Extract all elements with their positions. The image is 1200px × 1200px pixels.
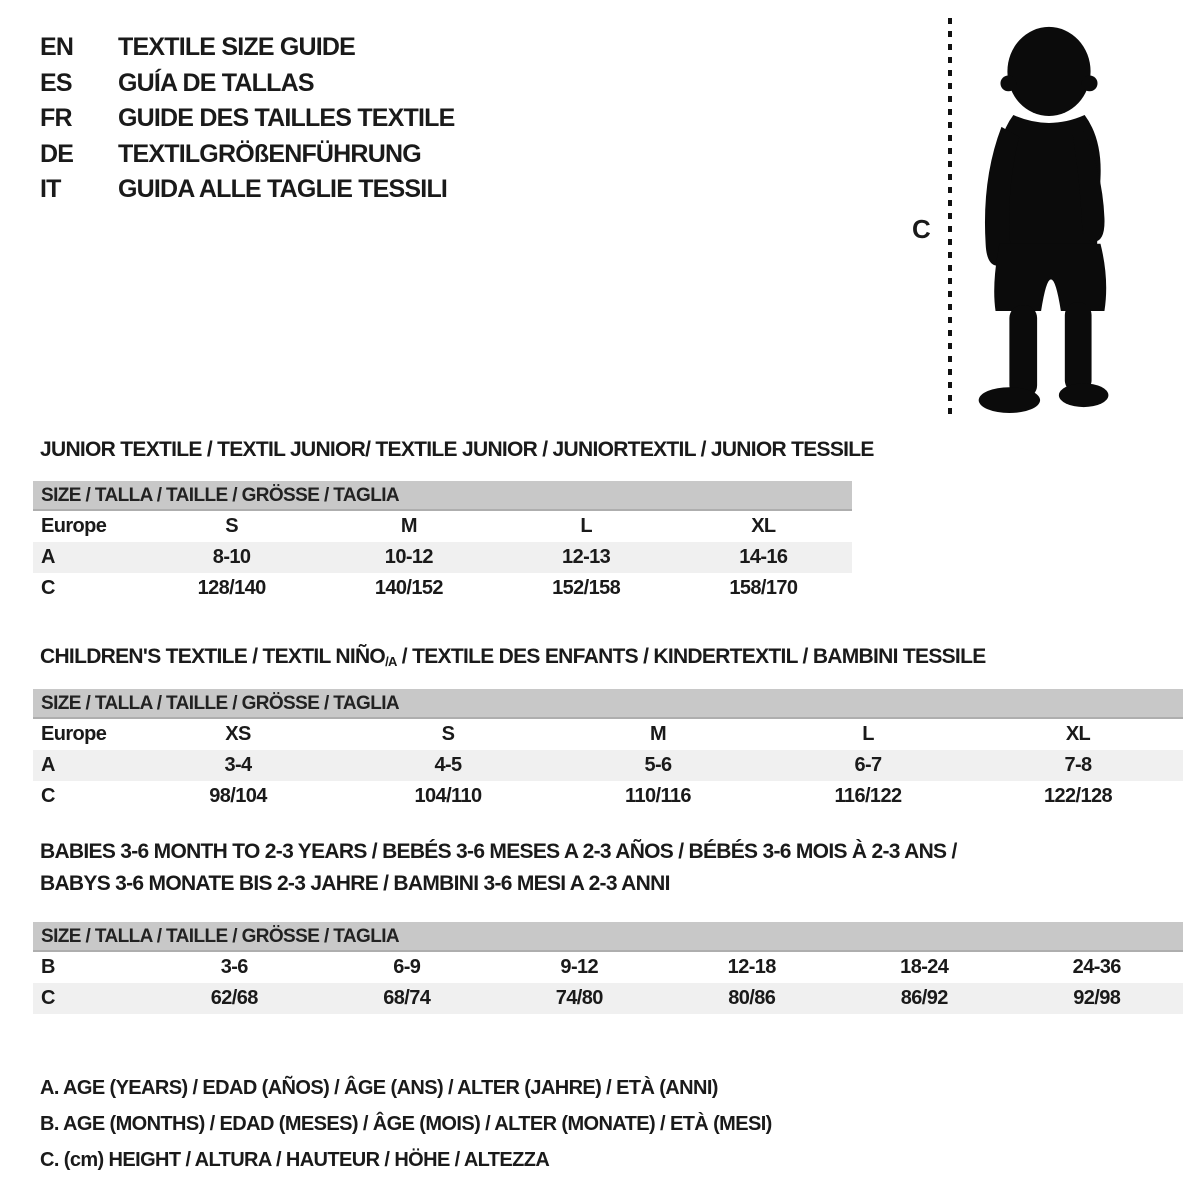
row-label: C: [41, 785, 55, 807]
language-row-en: [40, 30, 455, 66]
height-cell: 152/158: [552, 577, 621, 599]
months-cell: 3-6: [220, 956, 248, 978]
age-cell: 8-10: [212, 546, 251, 568]
height-cell: 86/92: [900, 987, 948, 1009]
height-cell: 104/110: [414, 785, 482, 807]
table-row-height: [33, 781, 1183, 812]
silhouette-shorts: [994, 244, 1106, 311]
table-row-age: [33, 750, 1183, 781]
height-cell: 116/122: [834, 785, 902, 807]
language-code: ES: [40, 68, 72, 97]
height-cell: 74/80: [555, 987, 603, 1009]
babies-section-title-line1: BABIES 3-6 MONTH TO 2-3 YEARS / BEBÉS 3-6 MESES A 2-3 AÑOS / BÉBÉS 3-6 MOIS À 2-3 ANS /: [40, 840, 957, 863]
children-title-text: CHILDREN'S TEXTILE / TEXTIL NIÑO: [40, 645, 386, 668]
height-cell: 158/170: [729, 577, 798, 599]
height-cell: 98/104: [209, 785, 267, 807]
height-cell: 122/128: [1043, 785, 1113, 807]
size-cell: XL: [1065, 723, 1091, 745]
size-cell: XS: [225, 723, 251, 745]
silhouette-leg-left: [1009, 305, 1037, 398]
guide-title-fr: GUIDE DES TAILLES TEXTILE: [118, 104, 455, 133]
age-cell: 7-8: [1064, 754, 1092, 776]
height-cell: 140/152: [374, 577, 443, 599]
table-row-europe: [33, 719, 1183, 750]
size-cell: M: [649, 723, 667, 745]
guide-title-it: GUIDA ALLE TAGLIE TESSILI: [118, 175, 448, 204]
row-label: C: [41, 577, 55, 599]
age-cell: 12-13: [562, 546, 611, 568]
guide-title-es: GUÍA DE TALLAS: [118, 68, 314, 97]
legend-age-years: A. AGE (YEARS) / EDAD (AÑOS) / ÂGE (ANS) / ALTER (JAHRE) / ETÀ (ANNI): [40, 1077, 718, 1099]
silhouette-foot-right: [1059, 383, 1109, 407]
row-label: Europe: [41, 515, 107, 537]
language-title-list: [40, 30, 455, 208]
height-cell: 128/140: [197, 577, 266, 599]
language-code: FR: [40, 104, 72, 133]
legend-age-months: B. AGE (MONTHS) / EDAD (MESES) / ÂGE (MOIS) / ALTER (MONATE) / ETÀ (MESI): [40, 1113, 772, 1135]
height-cell: 110/116: [625, 785, 691, 807]
height-cell: 68/74: [383, 987, 431, 1009]
language-row-es: [40, 66, 455, 102]
age-cell: 14-16: [739, 546, 788, 568]
silhouette-leg-right: [1065, 302, 1092, 393]
age-cell: 4-5: [434, 754, 462, 776]
months-cell: 24-36: [1072, 956, 1121, 978]
size-table-babies: [33, 922, 1183, 1014]
babies-section-title-line2: BABYS 3-6 MONATE BIS 2-3 JAHRE / BAMBINI 3-6 MESI A 2-3 ANNI: [40, 872, 670, 895]
height-measure-label: C: [912, 214, 931, 244]
age-cell: 5-6: [644, 754, 672, 776]
guide-title-de: TEXTILGRÖßENFÜHRUNG: [118, 139, 421, 168]
months-cell: 12-18: [727, 956, 776, 978]
language-row-de: [40, 137, 455, 173]
children-title-text: / TEXTILE DES ENFANTS / KINDERTEXTIL / BAMBINI TESSILE: [396, 645, 986, 668]
size-cell: L: [862, 723, 874, 745]
toddler-silhouette-image: [963, 20, 1133, 416]
height-cell: 80/86: [728, 987, 776, 1009]
age-cell: 6-7: [854, 754, 882, 776]
table-row-europe: [33, 511, 852, 542]
language-code: DE: [40, 139, 74, 168]
row-label: Europe: [41, 723, 107, 745]
language-code: IT: [40, 175, 61, 204]
row-label: A: [41, 546, 55, 568]
table-row-age: [33, 542, 852, 573]
size-header-bar: SIZE / TALLA / TAILLE / GRÖSSE / TAGLIA: [33, 689, 1183, 719]
size-cell: L: [580, 515, 592, 537]
height-cell: 62/68: [210, 987, 258, 1009]
age-cell: 3-4: [224, 754, 252, 776]
height-cell: 92/98: [1073, 987, 1121, 1009]
months-cell: 6-9: [393, 956, 421, 978]
legend-height-cm: C. (cm) HEIGHT / ALTURA / HAUTEUR / HÖHE / ALTEZZA: [40, 1149, 550, 1171]
table-row-height: [33, 983, 1183, 1014]
row-label: C: [41, 987, 55, 1009]
table-row-months: [33, 952, 1183, 983]
language-row-fr: [40, 101, 455, 137]
guide-title-en: TEXTILE SIZE GUIDE: [118, 33, 356, 62]
size-cell: M: [400, 515, 417, 537]
size-header-bar: SIZE / TALLA / TAILLE / GRÖSSE / TAGLIA: [33, 481, 852, 511]
table-row-height: [33, 573, 852, 604]
language-code: EN: [40, 33, 74, 62]
row-label: A: [41, 754, 55, 776]
size-cell: S: [441, 723, 455, 745]
silhouette-ear-left: [1000, 75, 1016, 91]
months-cell: 9-12: [560, 956, 599, 978]
children-section-title: [40, 645, 986, 669]
size-header-bar: SIZE / TALLA / TAILLE / GRÖSSE / TAGLIA: [33, 922, 1183, 952]
row-label: B: [41, 956, 55, 978]
months-cell: 18-24: [900, 956, 949, 978]
height-dashed-line: [948, 18, 952, 416]
language-row-it: [40, 172, 455, 208]
silhouette-ear-right: [1082, 75, 1098, 91]
silhouette-head: [1007, 27, 1090, 116]
silhouette-foot-left: [979, 387, 1040, 413]
age-cell: 10-12: [384, 546, 433, 568]
children-title-suffix: /A: [385, 654, 397, 669]
size-table-junior: [33, 481, 852, 604]
size-cell: XL: [751, 515, 776, 537]
junior-section-title: JUNIOR TEXTILE / TEXTIL JUNIOR/ TEXTILE JUNIOR / JUNIORTEXTIL / JUNIOR TESSILE: [40, 438, 874, 461]
size-table-children: [33, 689, 1183, 812]
size-cell: S: [225, 515, 238, 537]
